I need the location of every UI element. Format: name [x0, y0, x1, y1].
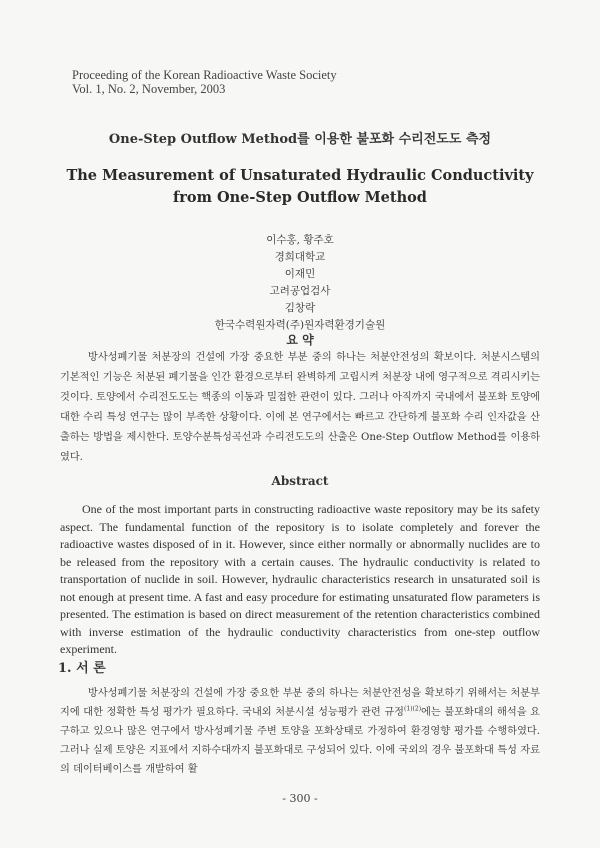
authors-1: 이수홍, 황주호 — [266, 234, 334, 246]
korean-abstract-heading: 요 약 — [286, 333, 314, 347]
affiliation-1: 경희대학교 — [274, 251, 326, 263]
english-abstract-heading: Abstract — [271, 474, 329, 488]
authors-3: 김창락 — [284, 302, 316, 314]
korean-abstract-text: 방사성폐기물 처분장의 건설에 가장 중요한 부분 중의 하나는 처분안전성의 확보이다. 처분시스템의 기본적인 기능은 처분된 폐기물을 인간 환경으로부터 완벽하게 고립시켜 처분장 내에 영구적으로 격리시키는 것이다. 토양에서 수리전도도는 핵종의 이동과 밀접한 관련이 있다. 그러나 아직까지 국내에서 불포화 토양에 대한 수리 특성 연구는 많이 부족한 상황이다. 이에 본 연구에서는 빠르고 간단하게 불포화 수리 인자값을 산출하는 방법을 제시한다. 토양수분특성곡선과 수리전도도의 산출은 One-Step Outflow Method를 이용하였다. — [60, 352, 540, 463]
introduction-text-part-1: 방사성폐기물 처분장의 건설에 가장 중요한 부분 중의 하나는 처분안전성을 확보하기 위해서는 처분부지에 대한 정확한 특성 평가가 필요하다. 국내외 처분시설 성능평가 관련 규정 — [60, 688, 540, 718]
author-block — [0, 232, 600, 334]
introduction-text — [60, 684, 540, 779]
authors-2: 이재민 — [284, 268, 316, 280]
english-title-line-2: from One-Step Outflow Method — [173, 189, 427, 206]
affiliation-3: 한국수력원자력(주)원자력환경기술원 — [214, 319, 386, 331]
journal-volume: Vol. 1, No. 2, November, 2003 — [72, 82, 226, 96]
journal-header — [72, 68, 337, 96]
introduction-text-part-2: 에는 불포화대의 해석을 요구하고 있으나 많은 연구에서 방사성폐기물 주변 토양을 포화상태로 가정하여 환경영향 평가를 수행하였다. 그러나 실제 토양은 지표에서 지하수대까지 불포화대로 구성되어 있다. 이에 국외의 경우 불포화대 특성 자료의 데이터베이스를 개발하여 활 — [60, 707, 540, 775]
affiliation-2: 고려공업검사 — [269, 285, 331, 297]
korean-title: One-Step Outflow Method를 이용한 불포화 수리전도도 측정 — [108, 132, 492, 147]
english-title — [0, 165, 600, 209]
introduction-heading: 1. 서 론 — [58, 661, 106, 676]
citation-superscript: (1)(2) — [404, 705, 422, 713]
english-title-line-1: The Measurement of Unsaturated Hydraulic Conductivity — [66, 167, 534, 184]
english-abstract-text: One of the most important parts in constructing radioactive waste repository may be its safety aspect. The fundamental function of the repository is to isolate completely and forever the radioactive wastes disposed of in it. However, since either normally or abnormally nuclides are to be released from the repository with a certain causes. The hydraulic conductivity is related to transportation of nuclide in soil. However, hydraulic characteristics research in unsaturated soil is not enough at present time. A fast and easy procedure for estimating unsaturated flow parameters is presented. The estimation is based on direct measurement of the retention characteristics combined with inverse estimation of the hydraulic conductivity characteristics from one-step outflow experiment. — [60, 502, 540, 656]
journal-name: Proceeding of the Korean Radioactive Waste Society — [72, 68, 337, 82]
page-number: - 300 - — [282, 792, 318, 805]
